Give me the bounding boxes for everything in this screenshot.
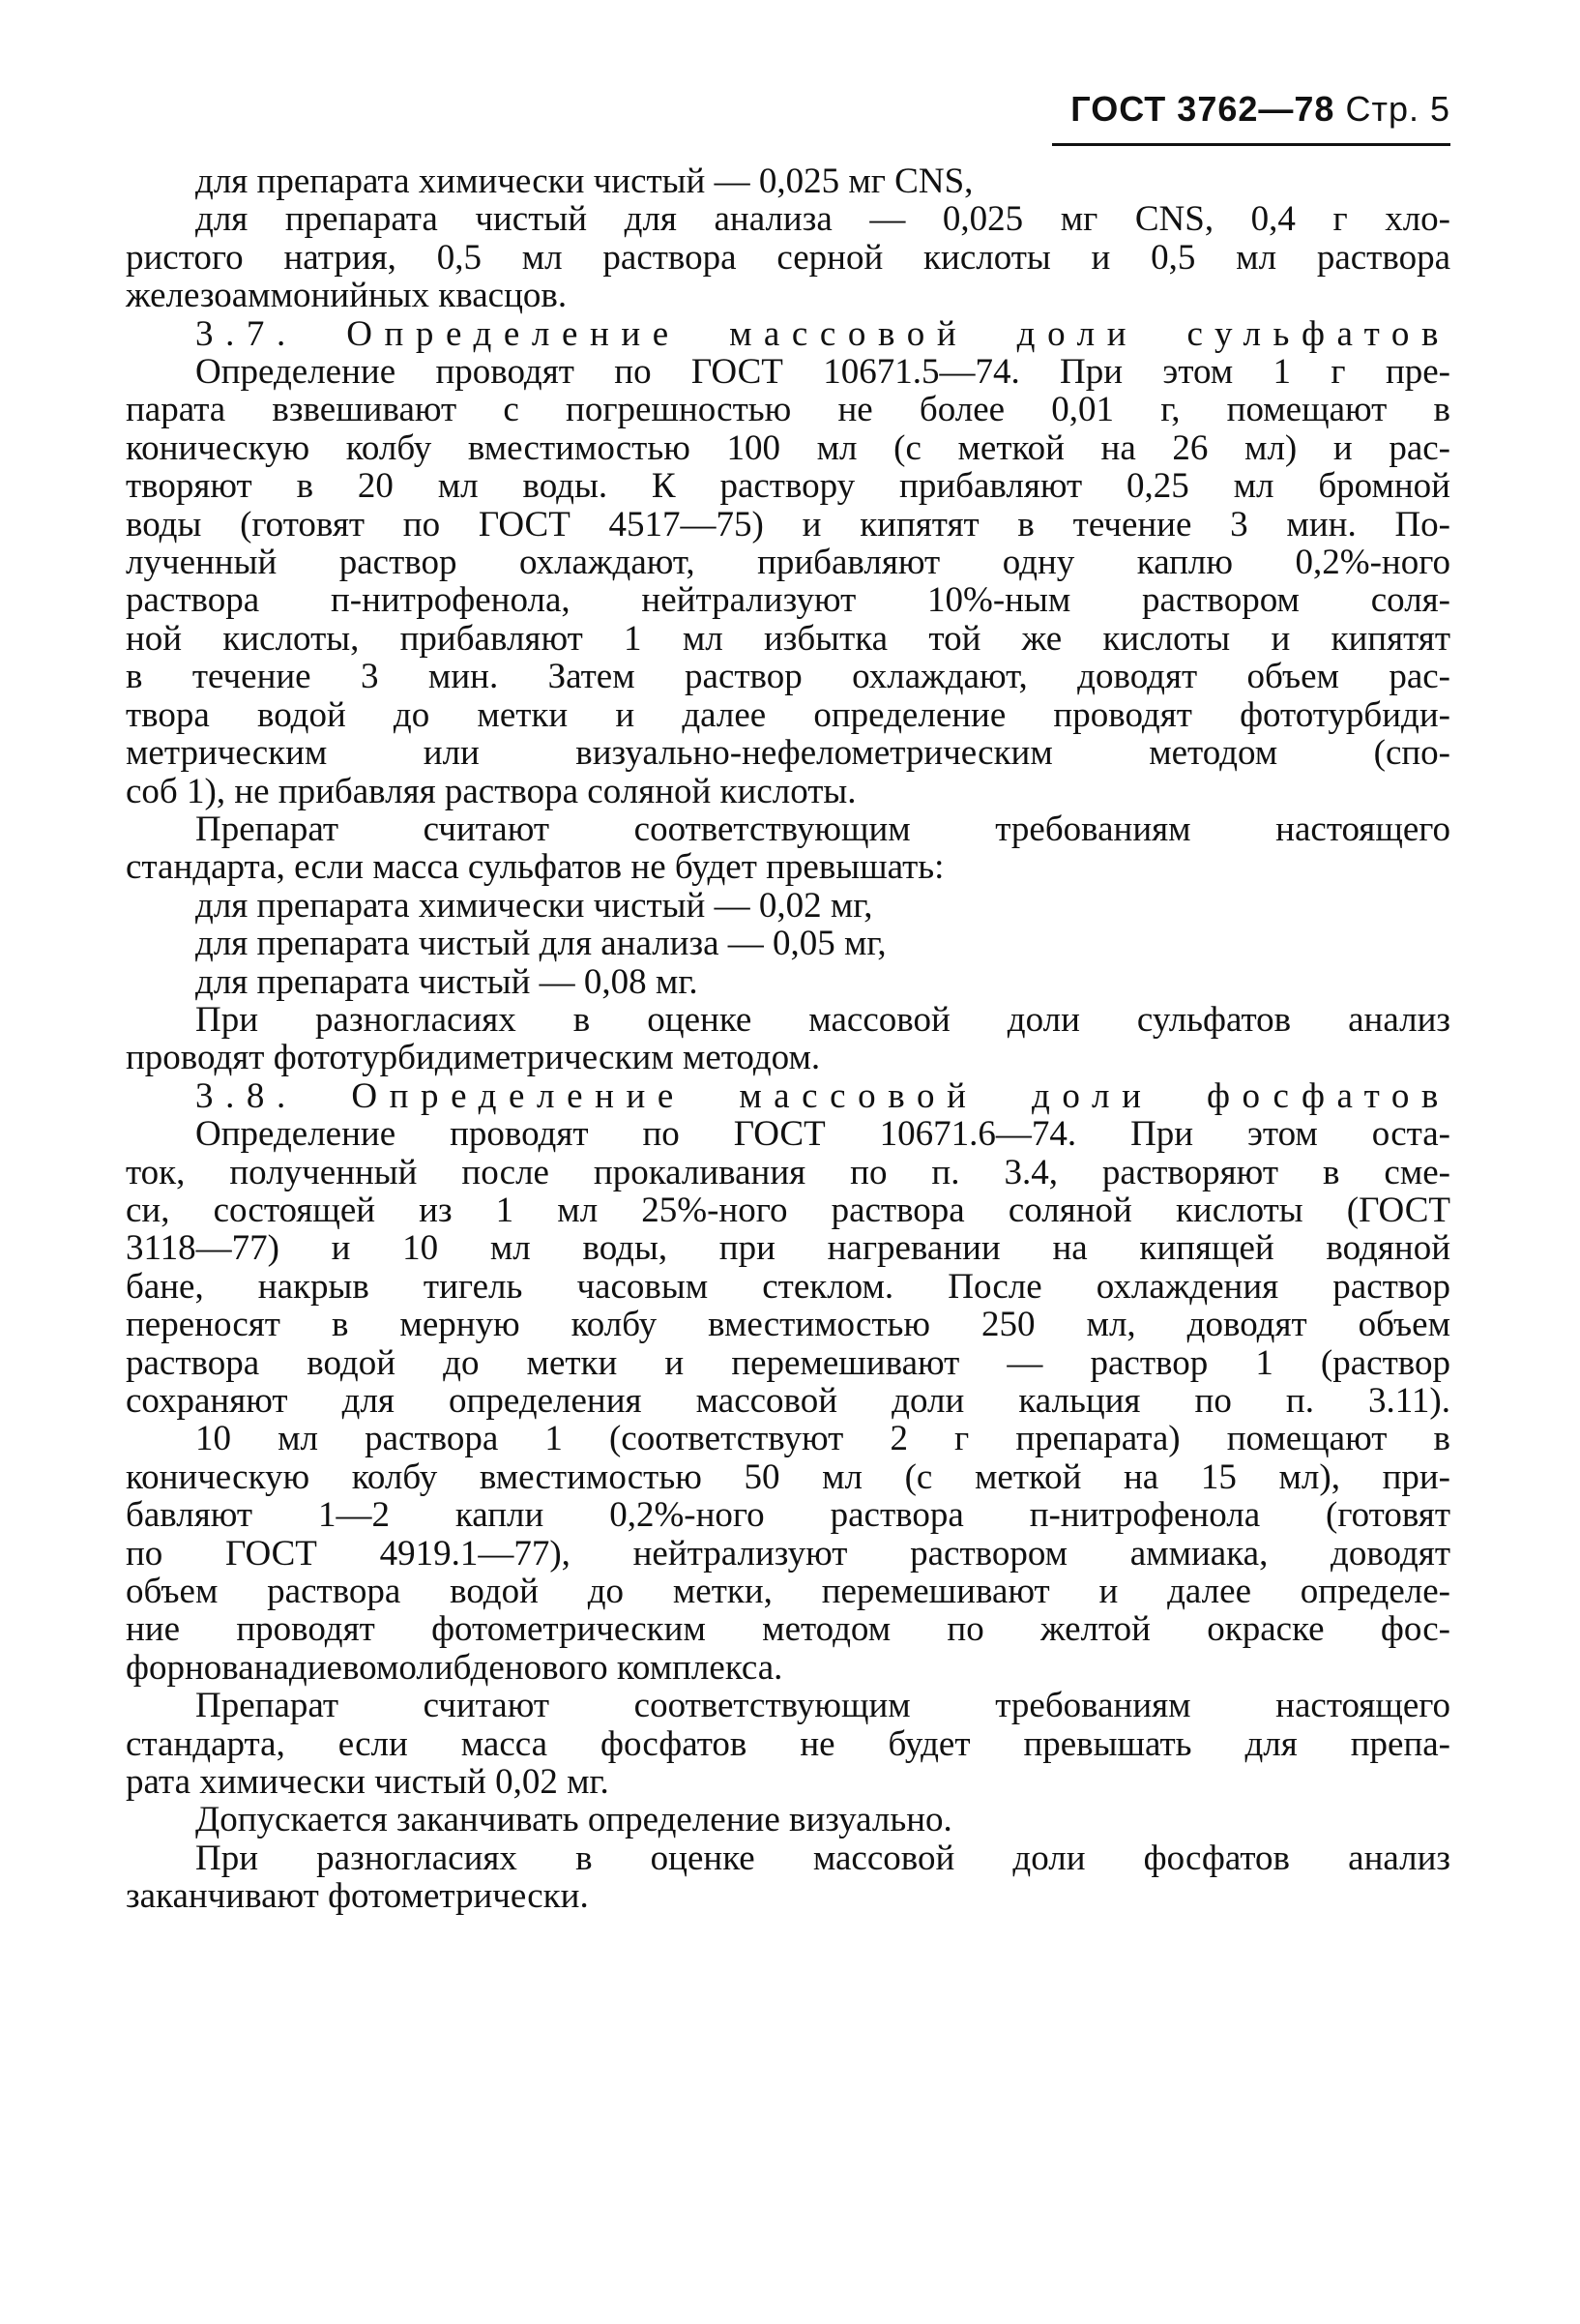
- text-line: раствора п-нитрофенола, нейтрализуют 10%-ным раствором соля-: [126, 580, 1450, 621]
- text-line: стандарта, если масса сульфатов не будет превышать:: [126, 847, 945, 888]
- text-line: коническую колбу вместимостью 100 мл (с меткой на 26 мл) и рас-: [126, 427, 1450, 468]
- text-line: сохраняют для определения массовой доли кальция по п. 3.11).: [126, 1381, 1450, 1421]
- text-line: твора водой до метки и далее определение проводят фототурбиди-: [126, 694, 1450, 735]
- page-number: Стр. 5: [1345, 89, 1450, 129]
- text-line: При разногласиях в оценке массовой доли фосфатов анализ: [195, 1838, 1450, 1878]
- section-heading: 3.8. Определение массовой доли фосфатов: [195, 1075, 1450, 1116]
- text-line: лученный раствор охлаждают, прибавляют одну каплю 0,2%-ного: [126, 543, 1450, 583]
- text-line: объем раствора водой до метки, перемешивают и далее определе-: [126, 1572, 1450, 1612]
- text-line: стандарта, если масса фосфатов не будет превышать для препа-: [126, 1723, 1450, 1764]
- text-line: для препарата чистый для анализа — 0,025 мг CNS, 0,4 г хло-: [195, 199, 1450, 240]
- text-line: проводят фототурбидиметрическим методом.: [126, 1038, 821, 1078]
- text-line: бавляют 1—2 капли 0,2%-ного раствора п-нитрофенола (готовят: [126, 1495, 1450, 1536]
- text-line: Определение проводят по ГОСТ 10671.5—74. При этом 1 г пре-: [195, 352, 1450, 393]
- text-line: железоаммонийных квасцов.: [126, 276, 568, 316]
- text-line: творяют в 20 мл воды. К раствору прибавляют 0,25 мл бромной: [126, 466, 1450, 507]
- page-header: [1052, 89, 1450, 146]
- text-line: раствора водой до метки и перемешивают — раствор 1 (раствор: [126, 1342, 1450, 1383]
- text-line: Препарат считают соответствующим требованиям настоящего: [195, 809, 1450, 849]
- text-line: ние проводят фотометрическим методом по желтой окраске фос-: [126, 1609, 1450, 1650]
- text-line: воды (готовят по ГОСТ 4517—75) и кипятят в течение 3 мин. По-: [126, 504, 1450, 544]
- text-line: форнованадиевомолибденового комплекса.: [126, 1647, 783, 1688]
- text-line: в течение 3 мин. Затем раствор охлаждают, доводят объем рас-: [126, 657, 1450, 697]
- text-line: си, состоящей из 1 мл 25%-ного раствора соляной кислоты (ГОСТ: [126, 1190, 1450, 1230]
- text-line: Определение проводят по ГОСТ 10671.6—74. При этом оста-: [195, 1114, 1450, 1155]
- text-line: парата взвешивают с погрешностью не более 0,01 г, помещают в: [126, 390, 1450, 430]
- text-line: по ГОСТ 4919.1—77), нейтрализуют раствором аммиака, доводят: [126, 1533, 1450, 1574]
- text-line: ной кислоты, прибавляют 1 мл избытка той же кислоты и кипятят: [126, 618, 1450, 659]
- text-line: бане, накрыв тигель часовым стеклом. После охлаждения раствор: [126, 1266, 1450, 1307]
- text-line: для препарата химически чистый — 0,025 мг CNS,: [195, 162, 974, 201]
- standard-number: ГОСТ 3762—78: [1070, 89, 1335, 129]
- text-line: для препарата химически чистый — 0,02 мг,: [195, 885, 873, 926]
- text-line: для препарата чистый — 0,08 мг.: [195, 961, 698, 1002]
- document-body: [126, 162, 1450, 1916]
- text-line: 3118—77) и 10 мл воды, при нагревании на кипящей водяной: [126, 1228, 1450, 1269]
- text-line: ток, полученный после прокаливания по п. 3.4, растворяют в сме-: [126, 1152, 1450, 1192]
- section-heading: 3.7. Определение массовой доли сульфатов: [195, 313, 1450, 354]
- text-line: для препарата чистый для анализа — 0,05 мг,: [195, 924, 887, 964]
- text-line: ристого натрия, 0,5 мл раствора серной кислоты и 0,5 мл раствора: [126, 237, 1450, 278]
- text-line: коническую колбу вместимостью 50 мл (с меткой на 15 мл), при-: [126, 1456, 1450, 1497]
- text-line: 10 мл раствора 1 (соответствуют 2 г препарата) помещают в: [195, 1419, 1450, 1459]
- text-line: Допускается заканчивать определение визуально.: [195, 1800, 952, 1840]
- text-line: соб 1), не прибавляя раствора соляной кислоты.: [126, 771, 857, 811]
- text-line: Препарат считают соответствующим требованиям настоящего: [195, 1686, 1450, 1726]
- text-line: рата химически чистый 0,02 мг.: [126, 1762, 609, 1803]
- text-line: метрическим или визуально-нефелометрическим методом (спо-: [126, 733, 1450, 774]
- text-line: При разногласиях в оценке массовой доли сульфатов анализ: [195, 999, 1450, 1040]
- text-line: переносят в мерную колбу вместимостью 250 мл, доводят объем: [126, 1305, 1450, 1345]
- text-line: заканчивают фотометрически.: [126, 1876, 589, 1917]
